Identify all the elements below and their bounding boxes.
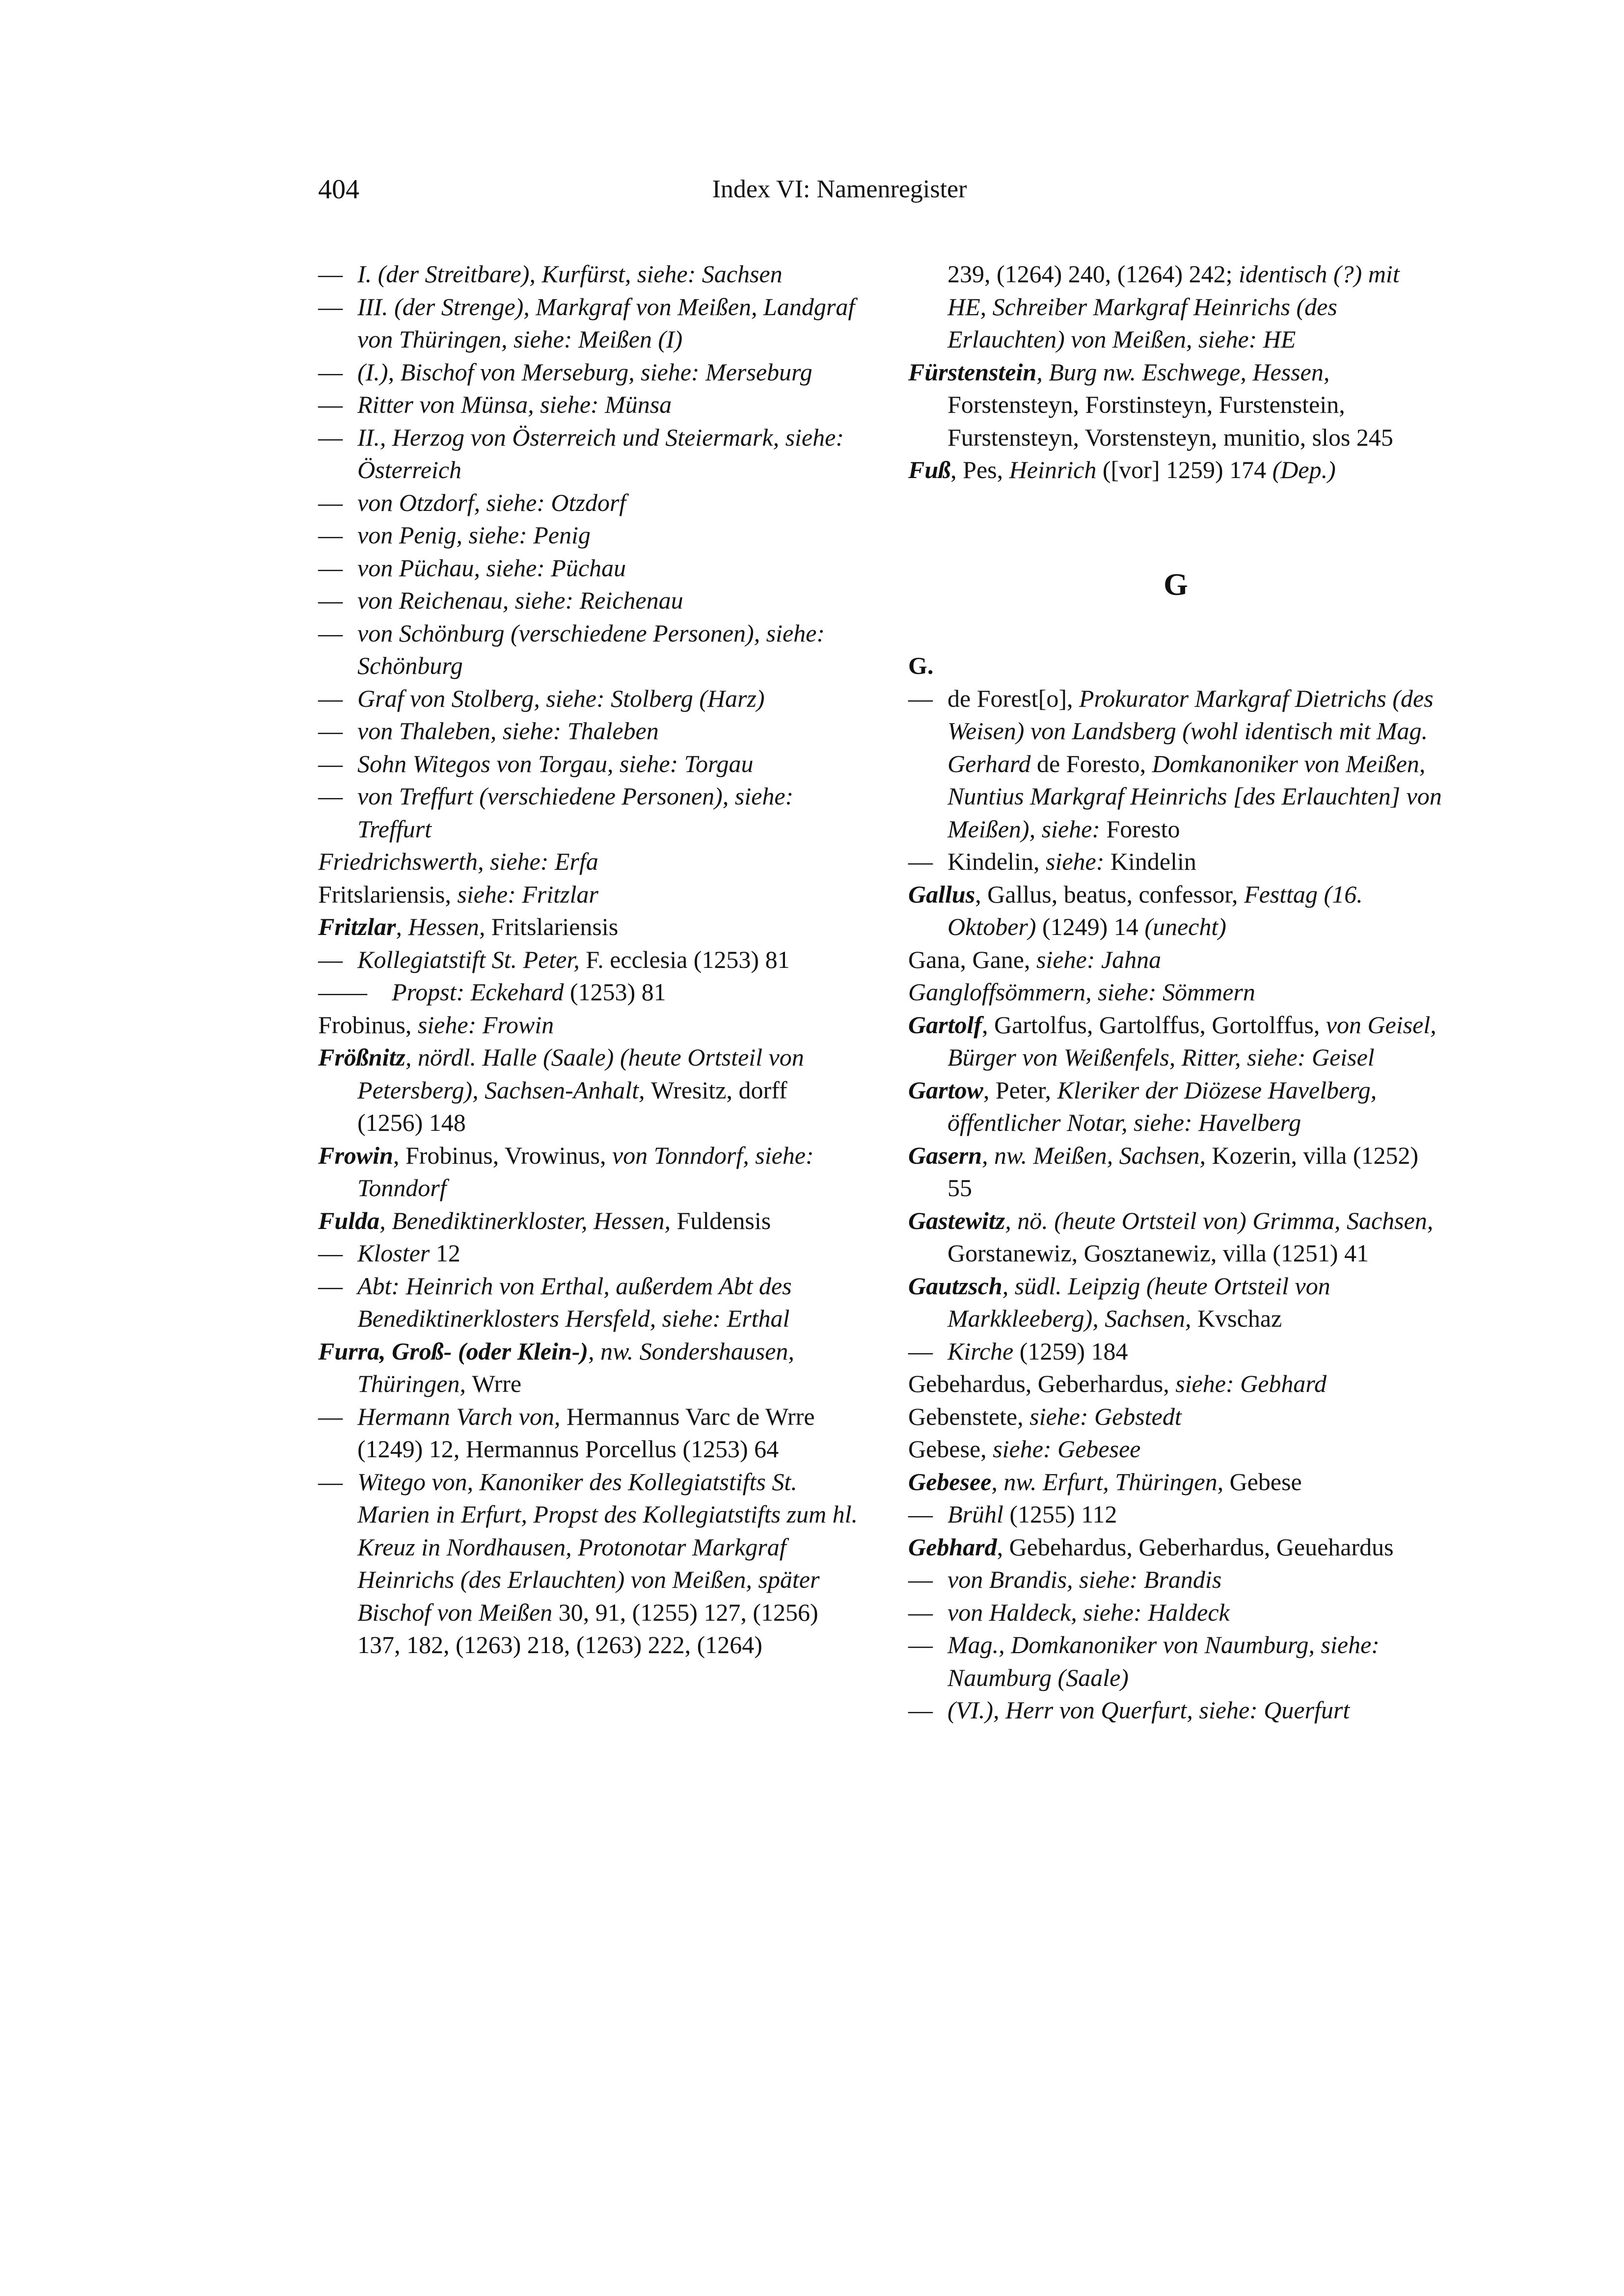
entry-text: de Forest[o], (947, 684, 1079, 712)
entry-text: Fuldensis (677, 1206, 771, 1234)
subentry-dash: — (908, 1631, 933, 1658)
entry-text: Kirche (947, 1337, 1020, 1365)
subentry-dash: — (318, 1239, 343, 1267)
entry-text: siehe: Frowin (417, 1011, 554, 1039)
left-column (318, 258, 858, 1661)
entry-text: Fritslariensis (491, 913, 619, 940)
subentry-dash: — (908, 1337, 933, 1365)
index-entry (908, 1629, 1443, 1694)
index-entry (908, 1563, 1443, 1596)
index-entry (908, 1270, 1443, 1335)
subentry-dash: — (318, 260, 343, 288)
entry-text: G. (908, 652, 934, 679)
index-entry (908, 1466, 1443, 1498)
page-number: 404 (318, 174, 359, 205)
entry-text: , Gallus, beatus, confessor, (975, 880, 1245, 908)
right-column (908, 258, 1443, 1727)
entry-text: Sohn Witegos von Torgau, siehe: Torgau (357, 749, 754, 777)
index-entry (318, 617, 858, 682)
index-entry (318, 421, 858, 486)
entry-text: 239, (1264) 240, (1264) 242; (947, 260, 1239, 288)
index-entry (908, 1531, 1443, 1564)
entry-text: , südl. Leipzig (heute Ortsteil von Markkleeberg), Sachsen, (947, 1272, 1330, 1332)
entry-text: Prokurator Markgraf Dietrichs (des Weisen) von Landsberg (wohl identisch mit Mag. Gerhard (947, 684, 1434, 777)
index-entry (908, 943, 1443, 976)
entry-text: , Pes, (950, 456, 1009, 483)
entry-text: Kollegiatstift St. Peter, (357, 945, 586, 973)
right-column-f-entries (908, 258, 1443, 486)
index-entry (318, 1466, 858, 1661)
index-entry (908, 878, 1443, 943)
subentry-dash: — (318, 749, 343, 777)
entry-headword: Gallus (908, 880, 975, 908)
index-entry (908, 1498, 1443, 1531)
index-entry (318, 519, 858, 552)
entry-text: (1249) 14 (1042, 913, 1145, 940)
index-entry (318, 356, 858, 389)
subentry-dash: — (318, 945, 343, 973)
entry-headword: Frößnitz (318, 1043, 406, 1071)
entry-text: Ritter von Münsa, siehe: Münsa (357, 391, 672, 418)
entry-text: Forstensteyn, Forstinsteyn, Furstenstein, Furstensteyn, Vorstensteyn, munitio, slos 245 (947, 391, 1393, 451)
subentry-dash: — (908, 684, 933, 712)
entry-headword: Fulda (318, 1206, 380, 1234)
subentry-dash: — (318, 1468, 343, 1495)
entry-text: Frobinus, (318, 1011, 418, 1039)
entry-text: von Treffurt (verschiedene Personen), siehe: Treffurt (357, 782, 794, 843)
subentry-dash: — (318, 488, 343, 516)
entry-text: (1253) 81 (569, 978, 666, 1006)
entry-text: 30, 91, (1255) 127, (1256) 137, 182, (1263) 218, (1263) 222, (1264) (357, 1598, 818, 1658)
entry-text: Kleriker der Diözese Havelberg, öffentlicher Notar, siehe: Havelberg (947, 1076, 1377, 1136)
entry-text: siehe: Gebstedt (1029, 1402, 1182, 1430)
entry-text: , nw. Sondershausen, Thüringen, (357, 1337, 794, 1397)
entry-headword: Gasern (908, 1141, 982, 1169)
entry-text: Kindelin, (947, 848, 1046, 875)
entry-text: , Frobinus, Vrowinus, (393, 1141, 612, 1169)
index-entry (908, 1335, 1443, 1368)
entry-text: Gebese, (908, 1435, 993, 1463)
entry-text: Abt: Heinrich von Erthal, außerdem Abt des Benediktinerklosters Hersfeld, siehe: Erthal (357, 1272, 792, 1332)
index-entry (318, 1270, 858, 1335)
entry-text: , Peter, (983, 1076, 1057, 1104)
index-entry (318, 682, 858, 715)
index-entry (318, 1009, 858, 1041)
entry-text: Graf von Stolberg, siehe: Stolberg (Harz) (357, 684, 765, 712)
entry-text: von Brandis, siehe: Brandis (947, 1566, 1222, 1593)
index-entry (318, 1237, 858, 1270)
entry-text: Wresitz, dorff (1256) 148 (357, 1076, 787, 1136)
index-entry (908, 356, 1443, 454)
entry-text: von Geisel, Bürger von Weißenfels, Ritter, siehe: Geisel (947, 1011, 1436, 1071)
index-entry (318, 1204, 858, 1237)
index-entry (908, 1694, 1443, 1727)
subentry-dash: — (318, 293, 343, 320)
subentry-dash: — (908, 1696, 933, 1724)
entry-text: Wrre (472, 1370, 522, 1397)
entry-text: von Schönburg (verschiedene Personen), siehe: Schönburg (357, 619, 825, 679)
entry-text: , Burg nw. Eschwege, Hessen, (1036, 358, 1330, 386)
subentry-dash: —— (318, 978, 367, 1006)
index-entry (908, 682, 1443, 846)
entry-text: siehe: Gebesee (993, 1435, 1141, 1463)
entry-text: siehe: Jahna (1036, 945, 1162, 973)
entry-headword: Gartolf (908, 1011, 982, 1039)
index-entry (318, 878, 858, 911)
entry-text: (1255) 112 (1009, 1500, 1117, 1528)
entry-text: von Püchau, siehe: Püchau (357, 554, 626, 582)
entry-text: Gana, Gane, (908, 945, 1036, 973)
index-entry (908, 1204, 1443, 1270)
index-entry (908, 1139, 1443, 1204)
entry-text: Festtag (16. Oktober) (947, 880, 1363, 940)
entry-text: siehe: (1045, 848, 1110, 875)
entry-headword: Gautzsch (908, 1272, 1002, 1300)
index-entry (318, 910, 858, 943)
entry-text: siehe: Fritzlar (457, 880, 598, 908)
entry-headword: Gebesee (908, 1468, 992, 1495)
entry-text: 12 (435, 1239, 460, 1267)
entry-text: de Foresto, (1036, 749, 1152, 777)
entry-text: , nördl. Halle (Saale) (heute Ortsteil von Petersberg), Sachsen-Anhalt, (357, 1043, 804, 1104)
subentry-dash: — (318, 782, 343, 810)
index-entry (318, 388, 858, 421)
entry-text: , nö. (heute Ortsteil von) Grimma, Sachsen, (1005, 1206, 1434, 1234)
entry-text: (unecht) (1144, 913, 1226, 940)
index-entry (908, 1400, 1443, 1433)
entry-text: Gangloffsömmern, siehe: Sömmern (908, 978, 1255, 1006)
entry-text: Foresto (1106, 815, 1180, 843)
entry-headword: Gastewitz (908, 1206, 1005, 1234)
subentry-dash: — (908, 848, 933, 875)
entry-text: ([vor] 1259) 174 (1102, 456, 1272, 483)
entry-text: , nw. Meißen, Sachsen, (982, 1141, 1212, 1169)
index-entry (908, 1367, 1443, 1400)
entry-text: von Reichenau, siehe: Reichenau (357, 587, 683, 614)
index-entry (908, 649, 1443, 682)
index-entry (318, 943, 858, 976)
entry-text: , Benediktinerkloster, Hessen, (379, 1206, 677, 1234)
section-gap (908, 486, 1443, 552)
entry-text: Gorstanewiz, Gosztanewiz, villa (1251) 41 (947, 1239, 1369, 1267)
entry-headword: Gartow (908, 1076, 983, 1104)
entry-text: , nw. Erfurt, Thüringen, (991, 1468, 1230, 1495)
entry-text: von Tonndorf, siehe: Tonndorf (357, 1141, 814, 1201)
entry-text: , Hessen, (396, 913, 491, 940)
running-head: Index VI: Namenregister (712, 175, 967, 203)
index-entry (318, 715, 858, 748)
subentry-dash: — (908, 1598, 933, 1626)
subentry-dash: — (318, 619, 343, 647)
entry-text: Kindelin (1110, 848, 1196, 875)
entry-headword: Gebhard (908, 1533, 997, 1561)
entry-text: von Thaleben, siehe: Thaleben (357, 717, 659, 745)
right-column-g-entries (908, 649, 1443, 1727)
index-entry (908, 976, 1443, 1009)
entry-text: von Otzdorf, siehe: Otzdorf (357, 488, 626, 516)
subentry-dash: — (318, 587, 343, 614)
subentry-dash: — (318, 684, 343, 712)
index-entry (318, 486, 858, 519)
index-entry (318, 291, 858, 356)
entry-text: (1259) 184 (1019, 1337, 1128, 1365)
entry-text: Kloster (357, 1239, 436, 1267)
entry-text: F. ecclesia (1253) 81 (586, 945, 790, 973)
index-entry (318, 552, 858, 585)
index-entry (908, 1433, 1443, 1466)
entry-text: Heinrich (1009, 456, 1103, 483)
index-entry (908, 454, 1443, 486)
subentry-dash: — (318, 358, 343, 386)
index-entry (318, 845, 858, 878)
entry-text: II., Herzog von Österreich und Steiermark, siehe: Österreich (357, 423, 844, 483)
subentry-dash: — (318, 1272, 343, 1300)
entry-text: Brühl (947, 1500, 1010, 1528)
index-entry (908, 1596, 1443, 1629)
entry-headword: Furra, Groß- (oder Klein-) (318, 1337, 589, 1365)
index-entry (318, 780, 858, 845)
index-entry (318, 584, 858, 617)
entry-text: Kvschaz (1197, 1305, 1282, 1332)
entry-text: Domkanoniker von Meißen, Nuntius Markgraf Heinrichs [des Erlauchten] von Meißen), siehe: (947, 749, 1442, 843)
subentry-dash: — (318, 423, 343, 451)
entry-text: von Haldeck, siehe: Haldeck (947, 1598, 1230, 1626)
index-entry (318, 1335, 858, 1400)
entry-text: Gebese (1229, 1468, 1302, 1495)
entry-text: Gebehardus, Geberhardus, (908, 1370, 1176, 1397)
entry-text: Mag., Domkanoniker von Naumburg, siehe: Naumburg (Saale) (947, 1631, 1380, 1691)
subentry-dash: — (318, 521, 343, 549)
index-entry (908, 258, 1443, 356)
index-entry (318, 1400, 858, 1466)
entry-headword: Fürstenstein (908, 358, 1037, 386)
index-entry (908, 845, 1443, 878)
index-entry (318, 258, 858, 291)
index-entry (908, 1009, 1443, 1074)
entry-headword: Fritzlar (318, 913, 396, 940)
index-entry (318, 1041, 858, 1139)
entry-text: III. (der Strenge), Markgraf von Meißen, Landgraf von Thüringen, siehe: Meißen (I) (357, 293, 855, 353)
entry-text: von Penig, siehe: Penig (357, 521, 591, 549)
entry-text: , Gebehardus, Geberhardus, Geuehardus (997, 1533, 1394, 1561)
entry-headword: Frowin (318, 1141, 393, 1169)
subentry-dash: — (318, 717, 343, 745)
entry-text: I. (der Streitbare), Kurfürst, siehe: Sachsen (357, 260, 783, 288)
index-entry (318, 748, 858, 780)
subentry-dash: — (318, 391, 343, 418)
entry-text: Hermann Varch von, (357, 1402, 567, 1430)
entry-text: Witego von, Kanoniker des Kollegiatstifts St. Marien in Erfurt, Propst des Kollegiatstifts zum hl. Kreuz in Nordhausen, Protonotar Markgraf Heinrichs (des Erlauchten) von Meißen, später Bischof von Meißen (357, 1468, 858, 1626)
index-entry (318, 1139, 858, 1204)
entry-text: Kozerin, villa (1252) 55 (947, 1141, 1419, 1201)
section-letter: G (1164, 566, 1188, 602)
entry-text: Friedrichswerth, siehe: Erfa (318, 848, 598, 875)
subentry-dash: — (318, 1402, 343, 1430)
entry-text: (VI.), Herr von Querfurt, siehe: Querfurt (947, 1696, 1350, 1724)
entry-text: Hermannus Varc de Wrre (1249) 12, Hermannus Porcellus (1253) 64 (357, 1402, 815, 1463)
entry-text: (I.), Bischof von Merseburg, siehe: Merseburg (357, 358, 812, 386)
entry-text: Fritslariensis, (318, 880, 458, 908)
page-header (0, 170, 1624, 209)
entry-text: (Dep.) (1272, 456, 1336, 483)
entry-text: Propst: Eckehard (392, 978, 570, 1006)
subentry-dash: — (318, 554, 343, 582)
entry-text: Gebenstete, (908, 1402, 1030, 1430)
index-entry (908, 1074, 1443, 1139)
index-entry (318, 976, 858, 1009)
entry-text: identisch (?) mit HE, Schreiber Markgraf Heinrichs (des Erlauchten) von Meißen, siehe: HE (947, 260, 1400, 353)
entry-text: , Gartolfus, Gartolffus, Gortolffus, (982, 1011, 1326, 1039)
entry-headword: Fuß (908, 456, 951, 483)
subentry-dash: — (908, 1566, 933, 1593)
subentry-dash: — (908, 1500, 933, 1528)
entry-text: siehe: Gebhard (1175, 1370, 1327, 1397)
